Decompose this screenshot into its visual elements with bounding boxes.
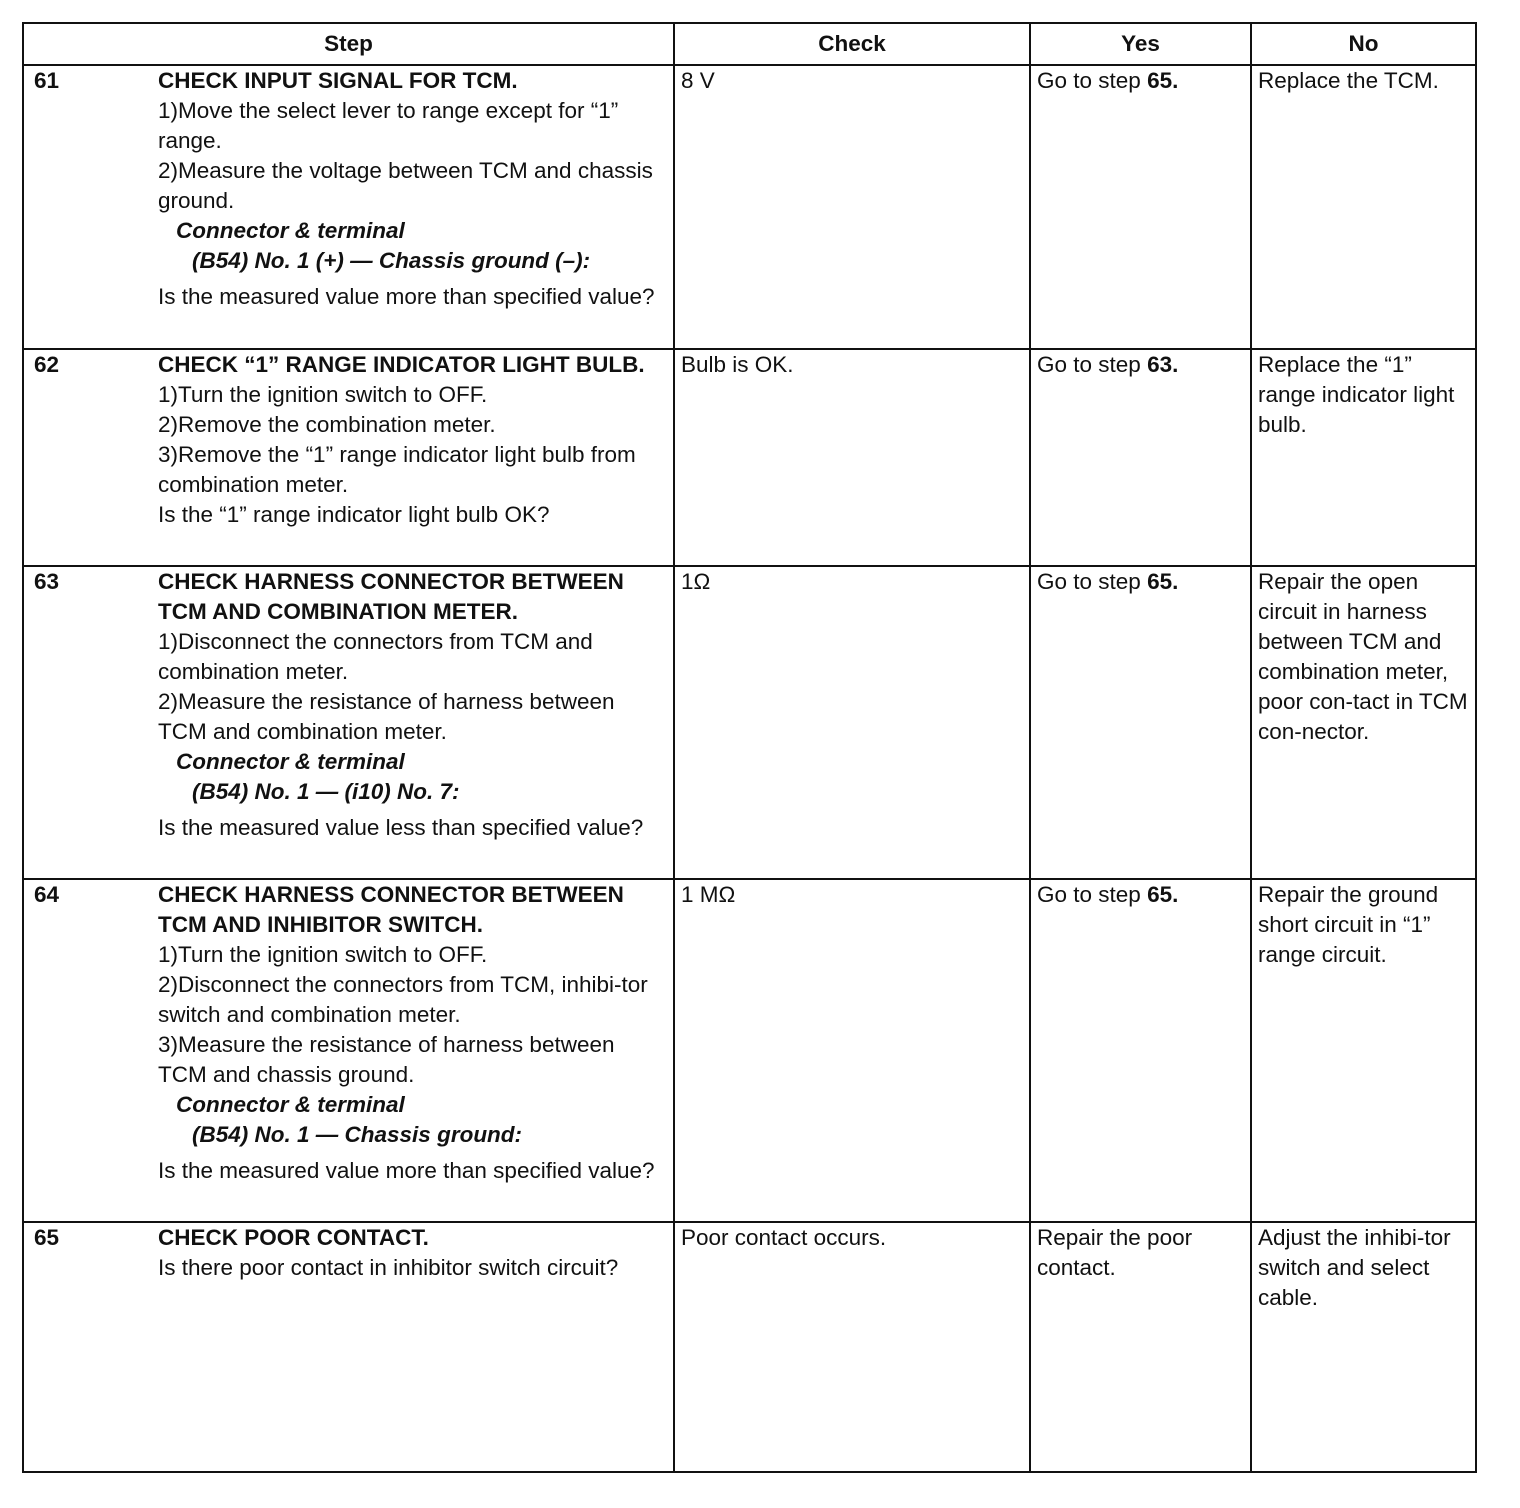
step-instruction: 2)Measure the resistance of harness between TCM and combination meter.: [158, 689, 615, 744]
header-step: Step: [23, 23, 674, 65]
table-row: [23, 349, 1476, 566]
header-check: Check: [674, 23, 1030, 65]
yes-cell: [1030, 879, 1251, 1222]
step-instruction: 1)Disconnect the connectors from TCM and combination meter.: [158, 629, 593, 684]
step-instruction: 1)Turn the ignition switch to OFF.: [158, 382, 488, 407]
no-cell: Replace the TCM.: [1251, 65, 1476, 349]
step-instruction: 3)Remove the “1” range indicator light bulb from combination meter.: [158, 442, 636, 497]
step-instruction: 2)Disconnect the connectors from TCM, inhibi-tor switch and combination meter.: [158, 972, 648, 1027]
table-row: [23, 65, 1476, 349]
connector-detail: (B54) No. 1 — Chassis ground:: [192, 1122, 523, 1147]
step-number: 63: [34, 569, 60, 594]
step-question: Is the measured value less than specified value?: [158, 815, 644, 840]
step-question: Is the measured value more than specified value?: [158, 284, 655, 309]
step-number: 64: [34, 882, 60, 907]
connector-detail: (B54) No. 1 — (i10) No. 7:: [192, 779, 460, 804]
step-number: 61: [34, 68, 60, 93]
yes-step: 65.: [1147, 68, 1179, 93]
step-instruction: 2)Measure the voltage between TCM and chassis ground.: [158, 158, 653, 213]
step-question: Is there poor contact in inhibitor switch circuit?: [158, 1255, 619, 1280]
check-cell: 8 V: [674, 65, 1030, 349]
yes-step: 65.: [1147, 882, 1179, 907]
connector-label: Connector & terminal: [176, 1092, 405, 1117]
yes-step: 63.: [1147, 352, 1179, 377]
check-cell: Bulb is OK.: [674, 349, 1030, 566]
step-body: [158, 350, 663, 530]
yes-cell: [1030, 566, 1251, 879]
table-row: [23, 1222, 1476, 1472]
header-row: [23, 23, 1476, 65]
yes-prefix: Go to step: [1037, 882, 1148, 907]
yes-cell: [1030, 65, 1251, 349]
check-cell: 1 MΩ: [674, 879, 1030, 1222]
step-cell: [23, 1222, 674, 1472]
connector-label: Connector & terminal: [176, 749, 405, 774]
yes-cell: Repair the poor contact.: [1030, 1222, 1251, 1472]
header-yes: Yes: [1030, 23, 1251, 65]
step-instruction: 1)Move the select lever to range except for “1” range.: [158, 98, 619, 153]
no-cell: Adjust the inhibi-tor switch and select cable.: [1251, 1222, 1476, 1472]
diagnostic-table: [22, 22, 1477, 1473]
yes-step: 65.: [1147, 569, 1179, 594]
step-title: CHECK HARNESS CONNECTOR BETWEEN TCM AND COMBINATION METER.: [158, 569, 624, 624]
step-instruction: 3)Measure the resistance of harness between TCM and chassis ground.: [158, 1032, 615, 1087]
step-number: 65: [34, 1225, 60, 1250]
step-title: CHECK “1” RANGE INDICATOR LIGHT BULB.: [158, 352, 645, 377]
table-row: [23, 879, 1476, 1222]
step-cell: [23, 65, 674, 349]
step-number: 62: [34, 352, 60, 377]
check-cell: 1Ω: [674, 566, 1030, 879]
yes-prefix: Go to step: [1037, 352, 1148, 377]
step-title: CHECK POOR CONTACT.: [158, 1225, 429, 1250]
no-cell: Repair the ground short circuit in “1” range circuit.: [1251, 879, 1476, 1222]
step-body: [158, 66, 663, 312]
connector-detail: (B54) No. 1 (+) — Chassis ground (–):: [192, 248, 591, 273]
yes-cell: [1030, 349, 1251, 566]
step-cell: [23, 879, 674, 1222]
step-title: CHECK INPUT SIGNAL FOR TCM.: [158, 68, 518, 93]
step-question: Is the measured value more than specified value?: [158, 1158, 655, 1183]
yes-prefix: Go to step: [1037, 68, 1148, 93]
table-row: [23, 566, 1476, 879]
header-no: No: [1251, 23, 1476, 65]
step-question: Is the “1” range indicator light bulb OK?: [158, 502, 550, 527]
step-body: [158, 567, 663, 843]
no-cell: Replace the “1” range indicator light bulb.: [1251, 349, 1476, 566]
connector-label: Connector & terminal: [176, 218, 405, 243]
check-cell: Poor contact occurs.: [674, 1222, 1030, 1472]
step-cell: [23, 349, 674, 566]
no-cell: Repair the open circuit in harness between TCM and combination meter, poor con-tact in TCM con-nector.: [1251, 566, 1476, 879]
step-instruction: 1)Turn the ignition switch to OFF.: [158, 942, 488, 967]
step-body: [158, 1223, 663, 1283]
step-body: [158, 880, 663, 1186]
step-cell: [23, 566, 674, 879]
step-title: CHECK HARNESS CONNECTOR BETWEEN TCM AND INHIBITOR SWITCH.: [158, 882, 624, 937]
yes-prefix: Go to step: [1037, 569, 1148, 594]
step-instruction: 2)Remove the combination meter.: [158, 412, 496, 437]
